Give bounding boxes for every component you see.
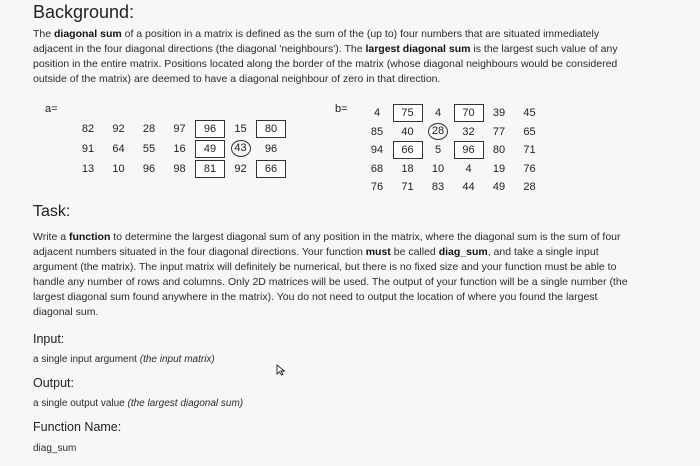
mouse-pointer-icon	[276, 364, 286, 376]
task-heading: Task:	[33, 203, 71, 220]
matrix-cell: 85	[370, 125, 384, 138]
matrix-cell: 4	[373, 107, 381, 119]
background-line-4: outside of the matrix) are deemed to have a diagonal neighbour of zero in that direction.	[33, 73, 441, 85]
matrix-cell: 49	[492, 181, 506, 193]
function-name-value: diag_sum	[33, 443, 77, 454]
matrix-cell: 75	[393, 104, 423, 122]
matrix-cell: 96	[142, 163, 156, 175]
background-line-2: adjacent in the four diagonal directions (the diagonal 'neighbours'). The largest diagonal sum is the largest such value of any	[33, 43, 618, 55]
output-description: a single output value (the largest diagonal sum)	[33, 398, 244, 409]
matrix-cell: 49	[195, 140, 225, 158]
task-line-4: handle any number of rows and columns. Only 2D matrices will be used. The output of your function will be a single number (the	[33, 276, 628, 288]
matrix-cell: 15	[234, 123, 247, 135]
matrix-cell: 77	[492, 125, 506, 138]
matrix-cell: 40	[401, 125, 414, 138]
matrix-cell: 16	[173, 143, 186, 155]
matrix-cell: 92	[112, 123, 125, 135]
matrix-cell: 80	[256, 120, 286, 138]
matrix-cell: 28	[142, 123, 156, 135]
matrix-cell: 76	[523, 162, 536, 175]
matrix-cell: 91	[81, 143, 95, 155]
matrix-cell: 4	[434, 107, 442, 119]
function-name-heading: Function Name:	[33, 420, 122, 434]
matrix-b-label: b=	[335, 103, 348, 115]
matrix-cell: 96	[195, 120, 225, 138]
matrix-cell: 68	[370, 162, 384, 175]
matrix-cell: 83	[431, 181, 445, 193]
matrix-cell: 81	[195, 160, 225, 178]
matrix-cell: 64	[112, 143, 125, 155]
matrix-cell: 92	[234, 163, 247, 175]
matrix-cell: 66	[256, 160, 286, 178]
matrix-cell-circled	[423, 123, 453, 141]
matrix-cell: 97	[173, 123, 186, 135]
task-line-2: adjacent numbers situated in the four diagonal directions. Your function must be called diag_sum, and take a single input	[33, 246, 599, 258]
matrix-cell: 98	[173, 163, 186, 175]
task-line-6: diagonal sum.	[33, 306, 99, 318]
task-line-3: argument (the matrix). The input matrix will definitely be numerical, but there is no fixed size and your function must be able to	[33, 261, 617, 273]
matrix-cell: 94	[370, 144, 384, 156]
matrix-cell: 65	[523, 125, 536, 138]
matrix-cell: 82	[81, 123, 95, 135]
background-line-3: position in the entire matrix. Positions located along the border of the matrix (whose diagonal neighbours would be considered	[33, 58, 618, 70]
background-line-1: The diagonal sum of a position in a matrix is defined as the sum of the (up to) four numbers that are situated immediately	[33, 28, 600, 40]
matrix-cell: 19	[492, 162, 506, 175]
output-heading: Output:	[33, 376, 74, 390]
matrix-cell: 39	[492, 107, 506, 119]
matrix-cell: 4	[465, 162, 472, 175]
matrix-cell: 28	[523, 181, 536, 193]
background-heading: Background:	[33, 2, 135, 22]
matrix-cell: 45	[523, 107, 536, 119]
task-paragraph	[33, 230, 695, 320]
background-paragraph	[33, 27, 693, 87]
matrix-a-label: a=	[45, 103, 58, 115]
matrix-cell: 18	[401, 162, 414, 175]
matrix-cell: 71	[523, 144, 536, 156]
matrix-cell: 10	[112, 163, 125, 175]
task-line-1: Write a function to determine the largest diagonal sum of any position in the matrix, where the diagonal sum is the sum of four	[33, 231, 621, 243]
matrix-cell: 55	[142, 143, 156, 155]
matrix-cell: 13	[81, 163, 95, 175]
input-heading: Input:	[33, 332, 65, 346]
matrix-cell: 76	[370, 181, 384, 193]
matrix-cell: 44	[462, 181, 475, 193]
input-description: a single input argument (the input matrix)	[33, 354, 215, 365]
matrix-cell: 5	[434, 144, 442, 156]
matrix-cell-circled	[226, 140, 256, 158]
matrix-cell: 32	[462, 125, 475, 138]
matrix-cell: 96	[454, 141, 484, 159]
matrix-cell-value: 28	[428, 123, 448, 140]
matrix-cell: 66	[393, 141, 423, 159]
matrix-cell: 96	[264, 143, 278, 155]
matrix-cell: 80	[492, 144, 506, 156]
matrix-cell: 10	[431, 162, 445, 175]
matrix-cell: 71	[401, 181, 414, 193]
matrix-cell-value: 43	[231, 140, 251, 157]
task-line-5: largest diagonal sum found anywhere in the matrix). You do not need to output the location of where you found the largest	[33, 291, 598, 303]
matrix-cell: 70	[454, 104, 484, 122]
